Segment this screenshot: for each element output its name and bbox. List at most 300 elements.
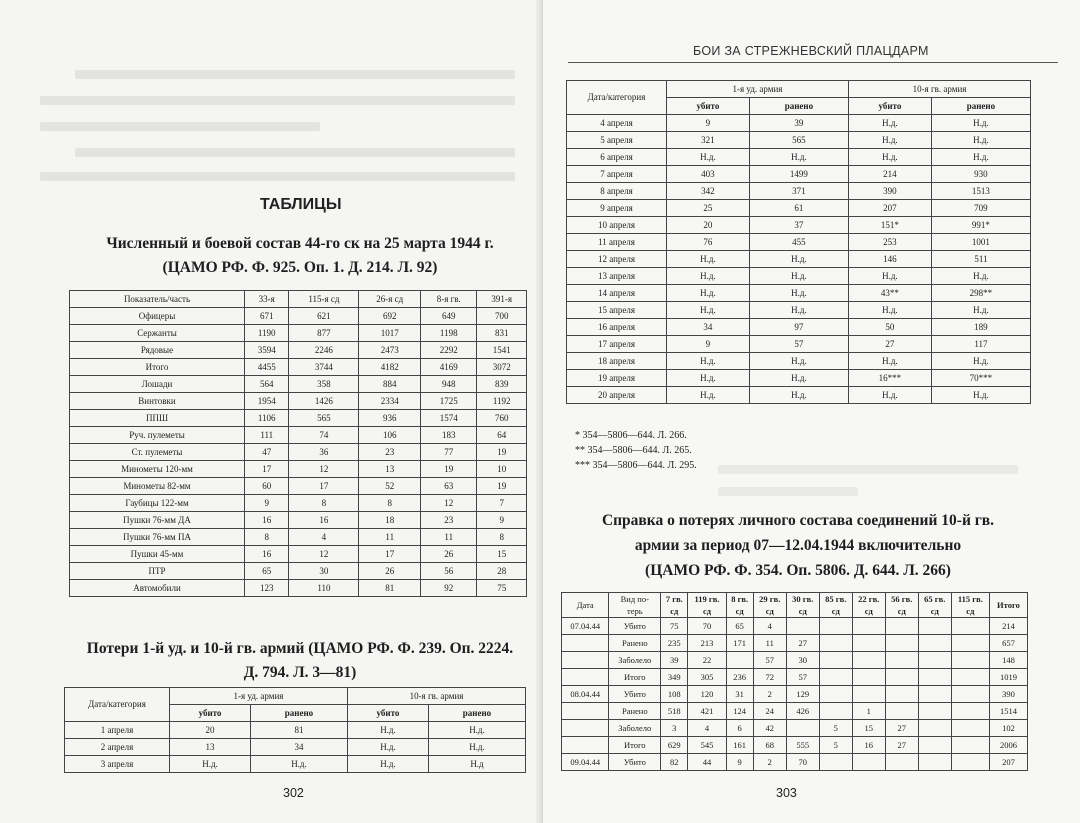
table-cell: 106 xyxy=(359,427,421,444)
row-date: 9 апреля xyxy=(567,200,667,217)
header-unit: 33-я xyxy=(245,291,289,308)
table-cell: 16 xyxy=(289,512,359,529)
table-row xyxy=(70,376,527,393)
table-cell: 7 xyxy=(477,495,527,512)
row-date: 08.04.44 xyxy=(562,686,609,703)
table-cell: 110 xyxy=(289,580,359,597)
table-cell: 930 xyxy=(931,166,1030,183)
row-date: 07.04.44 xyxy=(562,618,609,635)
header-division xyxy=(753,593,786,618)
table-cell: 1001 xyxy=(931,234,1030,251)
header-wounded: ранено xyxy=(251,705,348,722)
table-cell xyxy=(885,618,918,635)
table-cell: 183 xyxy=(421,427,477,444)
table-cell: 511 xyxy=(931,251,1030,268)
table-cell: 70*** xyxy=(931,370,1030,387)
table-cell: 36 xyxy=(289,444,359,461)
bleed-through-line xyxy=(718,487,858,496)
header-unit: 391-я xyxy=(477,291,527,308)
table-cell: 189 xyxy=(931,319,1030,336)
row-label: ПТР xyxy=(70,563,245,580)
table-row xyxy=(562,618,1028,635)
table-cell: Н.д. xyxy=(749,251,848,268)
table-cell: 63 xyxy=(421,478,477,495)
strength-table xyxy=(69,290,527,597)
table-cell: 19 xyxy=(421,461,477,478)
header-division-line: сд xyxy=(966,606,975,616)
table-row xyxy=(65,722,526,739)
table-cell: 25 xyxy=(667,200,750,217)
table-cell: 57 xyxy=(749,336,848,353)
footnote: * 354—5806—644. Л. 266. xyxy=(575,430,687,441)
header-army-10: 10-я гв. армия xyxy=(347,688,525,705)
table-cell: 20 xyxy=(667,217,750,234)
table-cell: 10 xyxy=(477,461,527,478)
table-row xyxy=(70,529,527,546)
table-cell: 12 xyxy=(289,461,359,478)
table-cell xyxy=(951,618,989,635)
table-cell: 171 xyxy=(726,635,753,652)
table-cell: 621 xyxy=(289,308,359,325)
table-cell: 11 xyxy=(421,529,477,546)
table-cell: 60 xyxy=(245,478,289,495)
table-cell: 97 xyxy=(749,319,848,336)
table-cell: 253 xyxy=(848,234,931,251)
table-cell: 342 xyxy=(667,183,750,200)
table-row xyxy=(562,652,1028,669)
row-date: 2 апреля xyxy=(65,739,170,756)
table-cell: Н.д. xyxy=(848,353,931,370)
table-cell xyxy=(819,652,852,669)
table-cell: 426 xyxy=(786,703,819,720)
table-cell: 3 xyxy=(661,720,688,737)
table-cell: 884 xyxy=(359,376,421,393)
table-row xyxy=(562,737,1028,754)
table-cell: 709 xyxy=(931,200,1030,217)
table-row xyxy=(562,686,1028,703)
table-cell xyxy=(885,669,918,686)
header-division-line: сд xyxy=(765,606,774,616)
table-cell: Н.д. xyxy=(667,268,750,285)
header-division-line: 30 гв. xyxy=(792,594,814,604)
table-cell: 214 xyxy=(989,618,1027,635)
table-cell xyxy=(885,652,918,669)
table-row xyxy=(567,183,1031,200)
table-row xyxy=(567,370,1031,387)
table-row xyxy=(70,563,527,580)
table-cell: 1725 xyxy=(421,393,477,410)
table-cell: Н.д. xyxy=(848,387,931,404)
table-cell: 991* xyxy=(931,217,1030,234)
row-date xyxy=(562,652,609,669)
table-cell: 43** xyxy=(848,285,931,302)
table-cell: 19 xyxy=(477,444,527,461)
table-cell: 671 xyxy=(245,308,289,325)
right-page xyxy=(543,0,1080,823)
table-cell: 2334 xyxy=(359,393,421,410)
table-row xyxy=(562,720,1028,737)
row-date xyxy=(562,669,609,686)
table-row xyxy=(567,200,1031,217)
table-cell: 2473 xyxy=(359,342,421,359)
table-row xyxy=(70,461,527,478)
table-cell: 76 xyxy=(667,234,750,251)
table-cell: 9 xyxy=(477,512,527,529)
table-row xyxy=(567,217,1031,234)
table-cell xyxy=(885,686,918,703)
table-row xyxy=(567,132,1031,149)
table-cell: 555 xyxy=(786,737,819,754)
header-division xyxy=(918,593,951,618)
header-division xyxy=(688,593,726,618)
table-cell: 877 xyxy=(289,325,359,342)
table-cell: 17 xyxy=(359,546,421,563)
table-cell: 15 xyxy=(852,720,885,737)
table-cell xyxy=(786,618,819,635)
table-cell: 1190 xyxy=(245,325,289,342)
table-cell: 403 xyxy=(667,166,750,183)
header-division xyxy=(852,593,885,618)
row-label: Минометы 120-мм xyxy=(70,461,245,478)
row-date: 6 апреля xyxy=(567,149,667,166)
header-unit: 26-я сд xyxy=(359,291,421,308)
table-cell: Н.д. xyxy=(347,756,428,773)
table-cell: 28 xyxy=(477,563,527,580)
table-cell: Н.д. xyxy=(931,132,1030,149)
header-division xyxy=(726,593,753,618)
row-loss-kind: Убито xyxy=(609,754,661,771)
row-date: 09.04.44 xyxy=(562,754,609,771)
header-division xyxy=(885,593,918,618)
table-cell: Н.д. xyxy=(931,387,1030,404)
row-date: 3 апреля xyxy=(65,756,170,773)
header-army-1: 1-я уд. армия xyxy=(667,81,849,98)
table-row xyxy=(70,393,527,410)
table-cell: Н.д xyxy=(428,756,525,773)
table-cell: 123 xyxy=(245,580,289,597)
table-cell: 358 xyxy=(289,376,359,393)
row-date: 13 апреля xyxy=(567,268,667,285)
table-cell: Н.д. xyxy=(749,353,848,370)
table-cell: 4455 xyxy=(245,359,289,376)
table-cell xyxy=(918,737,951,754)
table-cell: 649 xyxy=(421,308,477,325)
table-cell: Н.д. xyxy=(347,722,428,739)
table-row xyxy=(567,149,1031,166)
table-cell: 298** xyxy=(931,285,1030,302)
table-cell xyxy=(852,618,885,635)
table-cell: 68 xyxy=(753,737,786,754)
table-cell: 111 xyxy=(245,427,289,444)
header-division xyxy=(786,593,819,618)
table-cell xyxy=(726,652,753,669)
table-cell: 5 xyxy=(819,737,852,754)
table-cell xyxy=(951,754,989,771)
table-cell xyxy=(885,703,918,720)
header-wounded: ранено xyxy=(749,98,848,115)
row-label: Пушки 45-мм xyxy=(70,546,245,563)
table-cell: 57 xyxy=(753,652,786,669)
table-row xyxy=(65,756,526,773)
table-cell: 44 xyxy=(688,754,726,771)
caption-line: Справка о потерях личного состава соединений 10-й гв. xyxy=(601,512,995,529)
table-cell: 657 xyxy=(989,635,1027,652)
table-cell xyxy=(819,669,852,686)
row-date xyxy=(562,720,609,737)
table-cell xyxy=(918,703,951,720)
table-cell: 2006 xyxy=(989,737,1027,754)
table-cell: 70 xyxy=(786,754,819,771)
table-cell: 4182 xyxy=(359,359,421,376)
header-killed: убито xyxy=(848,98,931,115)
bleed-through-line xyxy=(40,172,515,181)
table-cell: 1954 xyxy=(245,393,289,410)
table-cell: 3072 xyxy=(477,359,527,376)
header-indicator: Показатель/часть xyxy=(70,291,245,308)
table-cell: 52 xyxy=(359,478,421,495)
table-cell: 455 xyxy=(749,234,848,251)
footnotes xyxy=(575,428,697,473)
row-label: Винтовки xyxy=(70,393,245,410)
footnote: ** 354—5806—644. Л. 265. xyxy=(575,445,692,456)
table-cell xyxy=(852,635,885,652)
table-cell: 8 xyxy=(477,529,527,546)
table-cell: 19 xyxy=(477,478,527,495)
table-cell: 17 xyxy=(245,461,289,478)
table-row xyxy=(562,669,1028,686)
table-cell: 26 xyxy=(421,546,477,563)
header-unit: 8-я гв. xyxy=(421,291,477,308)
table-cell: 1 xyxy=(852,703,885,720)
row-label: Лошади xyxy=(70,376,245,393)
table-cell: 13 xyxy=(359,461,421,478)
row-date: 15 апреля xyxy=(567,302,667,319)
table-cell: 1514 xyxy=(989,703,1027,720)
table-cell: 692 xyxy=(359,308,421,325)
table-cell: 760 xyxy=(477,410,527,427)
running-head: БОИ ЗА СТРЕЖНЕВСКИЙ ПЛАЦДАРМ xyxy=(693,44,929,58)
table-cell: 214 xyxy=(848,166,931,183)
table-cell: 75 xyxy=(661,618,688,635)
strength-table-caption xyxy=(70,232,530,280)
table-cell xyxy=(918,652,951,669)
table-cell: 57 xyxy=(786,669,819,686)
table-cell xyxy=(852,686,885,703)
row-date xyxy=(562,737,609,754)
header-division-line: сд xyxy=(864,606,873,616)
table-cell: Н.д. xyxy=(749,149,848,166)
row-date: 19 апреля xyxy=(567,370,667,387)
table-cell: 72 xyxy=(753,669,786,686)
losses-table-part1 xyxy=(64,687,526,773)
row-loss-kind: Заболело xyxy=(609,652,661,669)
table-cell xyxy=(918,618,951,635)
header-division-line: сд xyxy=(930,606,939,616)
table-row xyxy=(70,308,527,325)
header-killed: убито xyxy=(347,705,428,722)
table-cell: 12 xyxy=(421,495,477,512)
table-cell: Н.д. xyxy=(347,739,428,756)
table-cell: 16 xyxy=(245,512,289,529)
row-label: Сержанты xyxy=(70,325,245,342)
table-cell xyxy=(951,652,989,669)
header-loss-kind xyxy=(609,593,661,618)
table-cell: Н.д. xyxy=(251,756,348,773)
table-cell xyxy=(852,652,885,669)
page-number: 302 xyxy=(283,786,304,800)
table-cell: 27 xyxy=(786,635,819,652)
table-row xyxy=(70,478,527,495)
table-cell: 74 xyxy=(289,427,359,444)
row-date: 7 апреля xyxy=(567,166,667,183)
table-cell: Н.д. xyxy=(848,268,931,285)
table-row xyxy=(567,166,1031,183)
row-date: 12 апреля xyxy=(567,251,667,268)
table-cell: 16 xyxy=(245,546,289,563)
table-cell xyxy=(786,720,819,737)
header-wounded: ранено xyxy=(931,98,1030,115)
table-cell: 213 xyxy=(688,635,726,652)
table-cell: 831 xyxy=(477,325,527,342)
table-cell: Н.д. xyxy=(170,756,251,773)
row-label: Офицеры xyxy=(70,308,245,325)
table-cell: 565 xyxy=(749,132,848,149)
table-cell: 390 xyxy=(989,686,1027,703)
table-cell: 8 xyxy=(359,495,421,512)
running-head-rule xyxy=(568,62,1058,63)
table-cell: 3744 xyxy=(289,359,359,376)
row-loss-kind: Заболело xyxy=(609,720,661,737)
table-cell: 31 xyxy=(726,686,753,703)
table-cell: 151* xyxy=(848,217,931,234)
table-cell: 4 xyxy=(289,529,359,546)
table-cell: 1017 xyxy=(359,325,421,342)
table-row xyxy=(567,336,1031,353)
table-cell: 120 xyxy=(688,686,726,703)
table-cell: 4169 xyxy=(421,359,477,376)
table-cell: 102 xyxy=(989,720,1027,737)
table-cell: 23 xyxy=(359,444,421,461)
table-cell: 1541 xyxy=(477,342,527,359)
row-date: 17 апреля xyxy=(567,336,667,353)
table-cell: 26 xyxy=(359,563,421,580)
table-cell: Н.д. xyxy=(749,370,848,387)
table-cell: 839 xyxy=(477,376,527,393)
table-cell: 24 xyxy=(753,703,786,720)
caption-line: (ЦАМО РФ. Ф. 354. Оп. 5806. Д. 644. Л. 266) xyxy=(645,562,951,579)
table-cell: Н.д. xyxy=(667,353,750,370)
row-label: ППШ xyxy=(70,410,245,427)
row-date xyxy=(562,635,609,652)
table-cell xyxy=(951,635,989,652)
table-cell: 92 xyxy=(421,580,477,597)
table-cell: Н.д. xyxy=(749,285,848,302)
table-cell: 1513 xyxy=(931,183,1030,200)
table-cell: 61 xyxy=(749,200,848,217)
bleed-through-line xyxy=(75,70,515,79)
table-cell: 9 xyxy=(667,115,750,132)
header-division-line: 8 гв. xyxy=(731,594,749,604)
table-cell: 82 xyxy=(661,754,688,771)
table-cell: 34 xyxy=(251,739,348,756)
row-date: 18 апреля xyxy=(567,353,667,370)
table-cell: 27 xyxy=(885,737,918,754)
table-cell: 11 xyxy=(753,635,786,652)
table-cell: 37 xyxy=(749,217,848,234)
row-loss-kind: Итого xyxy=(609,669,661,686)
table-cell: 56 xyxy=(421,563,477,580)
table-cell xyxy=(918,754,951,771)
header-division-line: сд xyxy=(735,606,744,616)
row-loss-kind: Ранено xyxy=(609,703,661,720)
row-date: 8 апреля xyxy=(567,183,667,200)
table-cell: Н.д. xyxy=(931,268,1030,285)
table-row xyxy=(567,285,1031,302)
row-date: 16 апреля xyxy=(567,319,667,336)
table-row xyxy=(567,319,1031,336)
table-cell: 17 xyxy=(289,478,359,495)
header-total: Итого xyxy=(989,593,1027,618)
header-wounded: ранено xyxy=(428,705,525,722)
table-cell xyxy=(852,754,885,771)
header-division-line: 22 гв. xyxy=(858,594,880,604)
header-loss-kind-line: терь xyxy=(626,606,643,616)
table-cell: Н.д. xyxy=(848,132,931,149)
table-cell: Н.д. xyxy=(931,302,1030,319)
table-cell: 148 xyxy=(989,652,1027,669)
table-cell: 545 xyxy=(688,737,726,754)
table-cell: 321 xyxy=(667,132,750,149)
table-cell: 65 xyxy=(245,563,289,580)
table-cell: 65 xyxy=(726,618,753,635)
table-cell: 16*** xyxy=(848,370,931,387)
table-cell xyxy=(918,669,951,686)
table-cell xyxy=(819,635,852,652)
row-label: Гаубицы 122-мм xyxy=(70,495,245,512)
header-division-line: 85 гв. xyxy=(825,594,847,604)
table-cell: Н.д. xyxy=(848,115,931,132)
table-cell: 1019 xyxy=(989,669,1027,686)
table-cell: Н.д. xyxy=(848,149,931,166)
table-cell: Н.д. xyxy=(667,302,750,319)
table-cell: 1499 xyxy=(749,166,848,183)
table-cell: Н.д. xyxy=(931,115,1030,132)
table-cell: 64 xyxy=(477,427,527,444)
table-cell: 2 xyxy=(753,686,786,703)
table-cell xyxy=(951,669,989,686)
table-cell xyxy=(819,754,852,771)
header-division-line: 65 гв. xyxy=(924,594,946,604)
table-cell: 1192 xyxy=(477,393,527,410)
header-killed: убито xyxy=(667,98,750,115)
header-army-10: 10-я гв. армия xyxy=(848,81,1030,98)
bleed-through-line xyxy=(718,465,1018,474)
table-cell: Н.д. xyxy=(931,353,1030,370)
table-cell: Н.д. xyxy=(667,149,750,166)
table-cell xyxy=(852,669,885,686)
table-cell: 421 xyxy=(688,703,726,720)
table-cell: 16 xyxy=(852,737,885,754)
table-cell: 77 xyxy=(421,444,477,461)
table-row xyxy=(70,495,527,512)
bleed-through-line xyxy=(40,96,515,105)
row-label: Автомобили xyxy=(70,580,245,597)
table-cell: 39 xyxy=(749,115,848,132)
table-cell: 75 xyxy=(477,580,527,597)
row-loss-kind: Итого xyxy=(609,737,661,754)
header-killed: убито xyxy=(170,705,251,722)
summary-table xyxy=(561,592,1028,771)
